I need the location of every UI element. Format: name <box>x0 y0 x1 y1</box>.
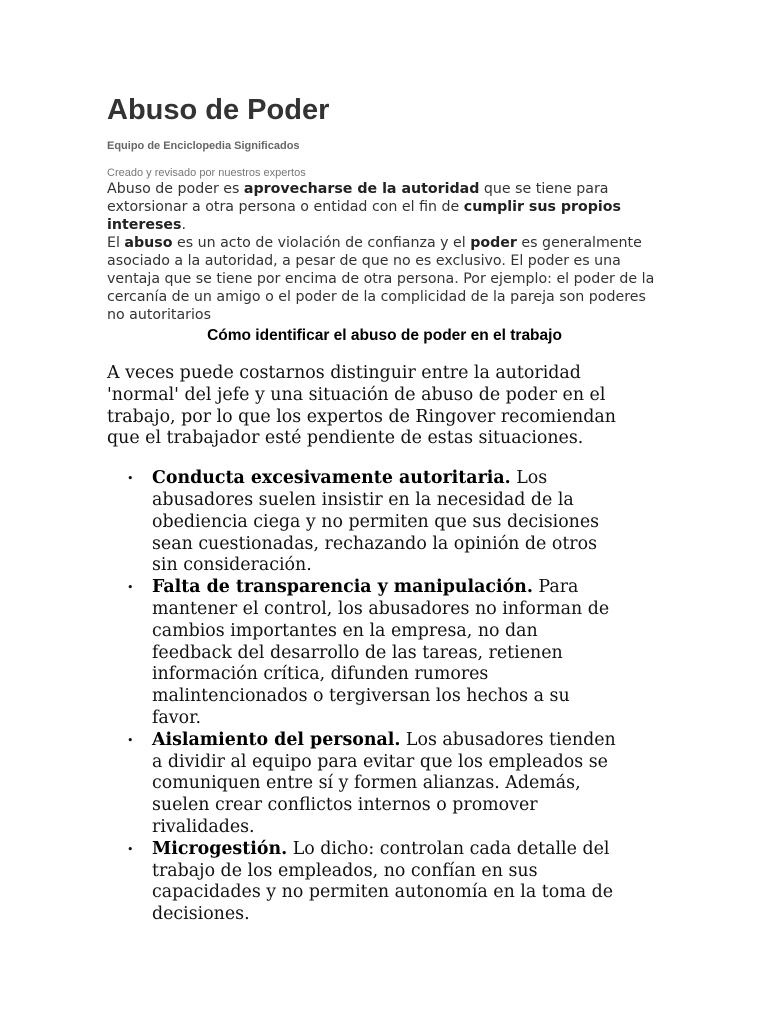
list-item <box>107 468 622 577</box>
points-list <box>107 468 622 926</box>
bullet-icon: • <box>127 581 134 595</box>
list-item <box>107 730 622 839</box>
page-title: Abuso de Poder <box>107 94 330 126</box>
point-title: Conducta excesivamente autoritaria. <box>152 468 511 489</box>
intro1-text-1: Abuso de poder es <box>107 181 244 197</box>
bullet-icon: • <box>127 472 134 486</box>
section-heading: Cómo identificar el abuso de poder en el trabajo <box>207 327 562 344</box>
point-text: Los abusadores tienden a dividir al equipo para evitar que los empleados se comuniquen entre sí y formen alianzas. Además, suelen crear conflictos internos o promover rivalidades. <box>152 729 616 837</box>
intro-paragraph-2 <box>107 234 667 324</box>
point-text: Los abusadores suelen insistir en la necesidad de la obediencia ciega y no permiten que sus decisiones sean cuestionadas, rechazando la opinión de otros sin consideración. <box>152 468 600 576</box>
point-title: Microgestión. <box>152 838 288 859</box>
intro-paragraph-1 <box>107 180 667 234</box>
point-text: Para mantener el control, los abusadores no informan de cambios importantes en la empresa, no dan feedback del desarrollo de las tareas, retienen información crítica, difunden rumores malintencionados o tergiversan los hechos a su favor. <box>152 577 610 728</box>
article <box>107 92 667 926</box>
intro2-bold-2: poder <box>470 235 517 251</box>
intro1-text-2: que se tiene para extorsionar a otra persona o entidad con el fin de <box>107 181 609 215</box>
list-item <box>107 577 622 730</box>
intro2-bold-1: abuso <box>124 235 173 251</box>
point-title: Falta de transparencia y manipulación. <box>152 577 533 598</box>
point-text: Lo dicho: controlan cada detalle del trabajo de los empleados, no confían en sus capacidades y no permiten autonomía en la toma de decisiones. <box>152 838 614 925</box>
bullet-icon: • <box>127 842 134 856</box>
author-line: Equipo de Enciclopedia Significados <box>107 140 300 152</box>
point-title: Aislamiento del personal. <box>152 729 401 750</box>
intro2-text-3: es generalmente asociado a la autoridad, a pesar de que no es exclusivo. El poder es una ventaja que se tiene por encima de otra persona. Por ejemplo: el poder de la cercanía de un amigo o el poder de la complicidad de la pareja son poderes no autoritarios <box>107 235 655 323</box>
intro1-bold-2: cumplir sus propios intereses <box>107 199 621 233</box>
section-paragraph: A veces puede costarnos distinguir entre la autoridad 'normal' del jefe y una situación de abuso de poder en el trabajo, por lo que los expertos de Ringover recomiendan que el trabajador esté pendiente de estas situaciones. <box>107 363 616 449</box>
intro1-text-3: . <box>181 217 187 233</box>
intro1-bold-1: aprovecharse de la autoridad <box>243 181 480 197</box>
list-item <box>107 839 622 926</box>
reviewed-line: Creado y revisado por nuestros expertos <box>107 167 306 179</box>
intro2-text-1: El <box>107 235 125 251</box>
bullet-icon: • <box>127 733 134 747</box>
intro2-text-2: es un acto de violación de confianza y el <box>172 235 471 251</box>
